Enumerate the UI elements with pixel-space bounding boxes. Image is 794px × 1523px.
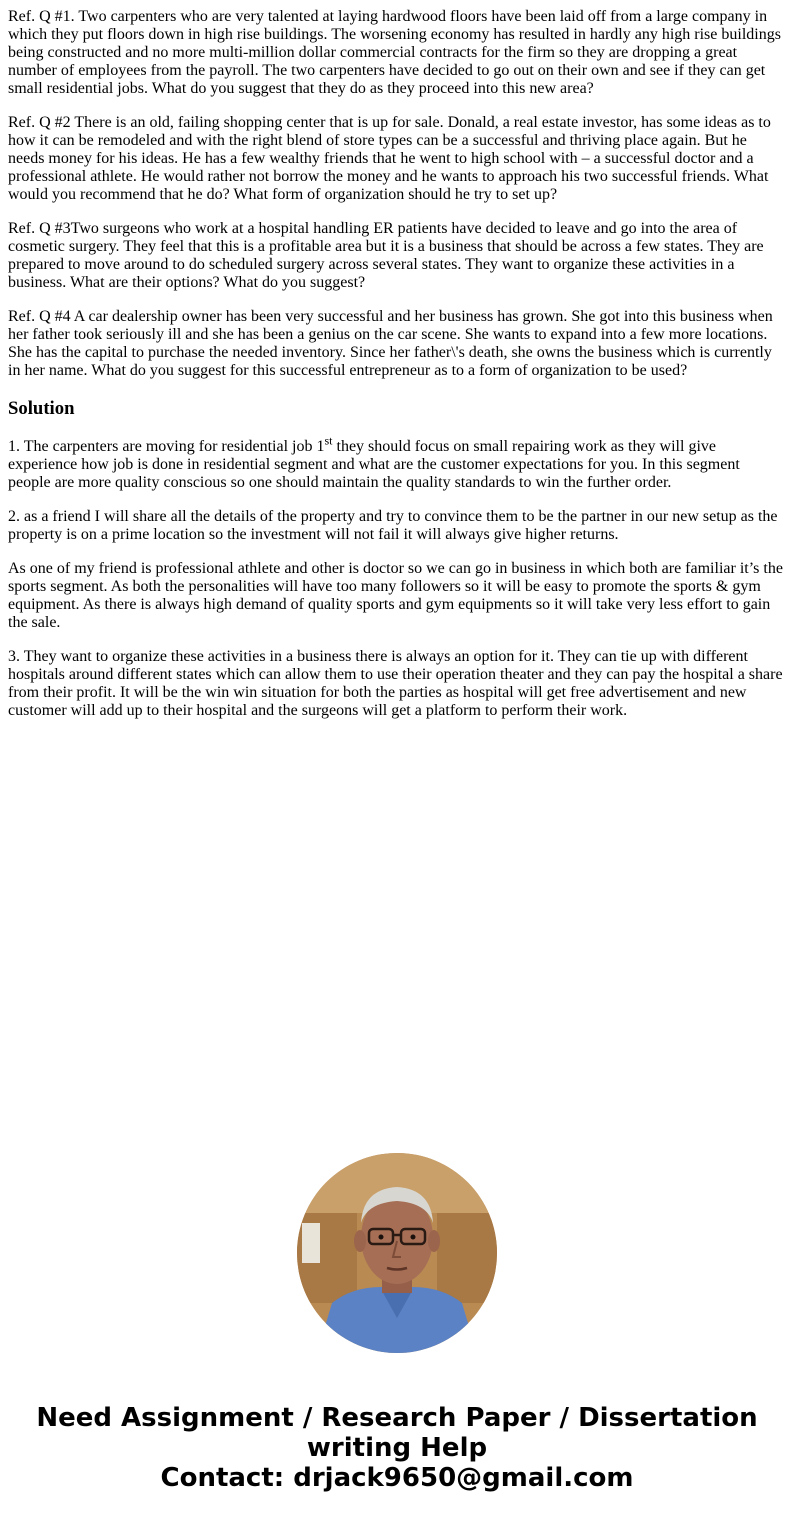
answer-1-superscript: st: [324, 433, 333, 448]
banner-line-3: Contact: drjack9650@gmail.com: [160, 1463, 634, 1493]
avatar-background-right: [437, 1213, 497, 1303]
answer-1: [8, 433, 786, 492]
banner-line-1: Need Assignment / Research Paper / Dissertation: [36, 1403, 758, 1433]
avatar-right-ear: [428, 1230, 440, 1252]
avatar-left-eye: [379, 1235, 384, 1240]
answer-2: 2. as a friend I will share all the details of the property and try to convince them to be the partner in our new setup as the property is on a prime location so the investment will not fail it will always give higher returns.: [8, 508, 778, 543]
avatar-wall-switch: [302, 1223, 320, 1263]
document-body: [8, 8, 786, 736]
question-1: Ref. Q #1. Two carpenters who are very talented at laying hardwood floors have been laid off from a large company in which they put floors down in high rise buildings. The worsening economy has resulted in hardly any high rise buildings being constructed and no more multi-million dollar commercial contracts for the firm so they are dropping a great number of employees from the payroll. The two carpenters have decided to go out on their own and see if they can get small residential jobs. What do you suggest that they do as they proceed into this new area?: [8, 8, 781, 97]
contact-banner: [0, 1403, 794, 1493]
answer-1-text-b: they should focus on small repairing work as they will give experience how job is done in residential segment and what are the customer expectations for you. In this segment people are more quality conscious so one should maintain the quality standards to win the further order.: [8, 438, 740, 491]
banner-line-2: writing Help: [306, 1433, 488, 1463]
question-2: Ref. Q #2 There is an old, failing shopping center that is up for sale. Donald, a real estate investor, has some ideas as to how it can be remodeled and with the right blend of store types can be a successful and thriving place again. But he needs money for his ideas. He has a few wealthy friends that he went to high school with – a successful doctor and a professional athlete. He would rather not borrow the money and he wants to approach his two successful friends. What would you recommend that he do? What form of organization should he try to set up?: [8, 114, 771, 203]
answer-2-continued: As one of my friend is professional athlete and other is doctor so we can go in business in which both are familiar it’s the sports segment. As both the personalities will have too many followers so it will be easy to promote the sports & gym equipment. As there is always high demand of quality sports and gym equipments so it will take very less effort to gain the sale.: [8, 560, 783, 631]
question-4: Ref. Q #4 A car dealership owner has been very successful and her business has grown. She got into this business when her father took seriously ill and she has been a genius on the car scene. She wants to expand into a few more locations. She has the capital to purchase the needed inventory. Since her father\'s death, she owns the business which is currently in her name. What do you suggest for this successful entrepreneur as to a form of organization to be used?: [8, 308, 773, 379]
answer-3: 3. They want to organize these activities in a business there is always an option for it. They can tie up with different hospitals around different states which can allow them to use their operation theater and they can pay the hospital a share from their profit. It will be the win win situation for both the parties as hospital will get free advertisement and new customer will add up to their hospital and the surgeons will get a platform to perform their work.: [8, 648, 783, 719]
avatar-photo: [297, 1153, 497, 1353]
answer-1-text-a: 1. The carpenters are moving for residential job 1: [8, 438, 325, 455]
avatar-right-eye: [411, 1235, 416, 1240]
solution-heading: Solution: [8, 398, 75, 419]
author-avatar: [297, 1153, 497, 1353]
question-3: Ref. Q #3Two surgeons who work at a hospital handling ER patients have decided to leave and go into the area of cosmetic surgery. They feel that this is a profitable area but it is a business that should be across a few states. They are prepared to move around to do scheduled surgery across several states. They want to organize these activities in a business. What are their options? What do you suggest?: [8, 220, 764, 291]
avatar-left-ear: [354, 1230, 366, 1252]
